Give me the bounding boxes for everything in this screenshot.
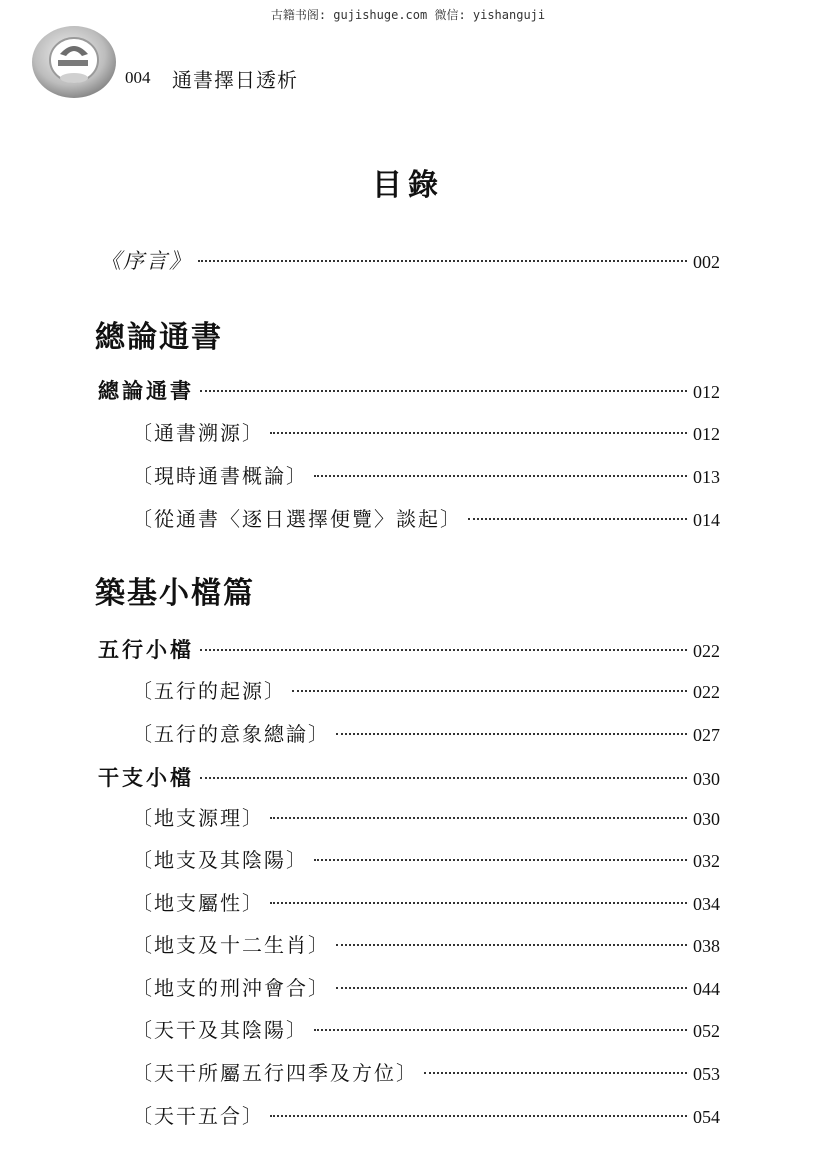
dot-leader	[336, 944, 687, 946]
toc-entry-page: 044	[693, 979, 720, 999]
toc-entry-label: 〔地支源理〕	[132, 806, 264, 830]
toc-entry[interactable]	[132, 1014, 720, 1044]
dot-leader	[200, 390, 687, 392]
toc-entry[interactable]	[132, 887, 720, 917]
toc-entry-page: 038	[693, 936, 720, 956]
toc-entry-label: 〔從通書〈逐日選擇便覽〉談起〕	[132, 507, 462, 531]
toc-entry-page: 013	[693, 467, 720, 487]
toc-entry-page: 030	[693, 809, 720, 829]
toc-entry-page: 012	[693, 382, 720, 402]
toc-entry[interactable]	[98, 762, 720, 792]
watermark-text: 古籍书阁: gujishuge.com 微信: yishanguji	[270, 8, 546, 22]
book-logo-icon	[30, 24, 118, 100]
toc-entry-page: 054	[693, 1107, 720, 1127]
toc-entry[interactable]	[132, 718, 720, 748]
toc-entry-label: 〔現時通書概論〕	[132, 464, 308, 488]
dot-leader	[336, 733, 687, 735]
toc-entry-label: 《序言》	[100, 249, 192, 273]
toc-entry-label: 〔地支的刑沖會合〕	[132, 976, 330, 1000]
toc-entry-page: 052	[693, 1021, 720, 1041]
toc-entry-page: 014	[693, 510, 720, 530]
toc-entry-label: 〔天干及其陰陽〕	[132, 1018, 308, 1042]
toc-entry-page: 032	[693, 851, 720, 871]
dot-leader	[314, 1029, 687, 1031]
toc-entry-label: 〔天干所屬五行四季及方位〕	[132, 1061, 418, 1085]
toc-entry-label: 五行小檔	[98, 638, 194, 662]
toc-entry-page: 012	[693, 424, 720, 444]
toc-entry[interactable]	[132, 675, 720, 705]
dot-leader	[270, 902, 687, 904]
dot-leader	[270, 817, 687, 819]
toc-entry-label: 〔通書溯源〕	[132, 421, 264, 445]
toc-entry-page: 027	[693, 725, 720, 745]
dot-leader	[468, 518, 687, 520]
toc-entry-label: 〔五行的意象總論〕	[132, 722, 330, 746]
book-title: 通書擇日透析	[172, 68, 298, 92]
toc-entry-page: 002	[693, 252, 720, 272]
toc-entry[interactable]	[132, 929, 720, 959]
toc-entry-label: 〔地支及其陰陽〕	[132, 848, 308, 872]
toc-entry-label: 〔地支屬性〕	[132, 891, 264, 915]
toc-entry[interactable]	[132, 972, 720, 1002]
dot-leader	[292, 690, 687, 692]
dot-leader	[198, 260, 687, 262]
dot-leader	[314, 859, 687, 861]
toc-entry[interactable]	[132, 460, 720, 490]
toc-entry[interactable]	[132, 1057, 720, 1087]
dot-leader	[270, 1115, 687, 1117]
section-heading: 總論通書	[95, 320, 223, 355]
toc-entry[interactable]	[98, 634, 720, 664]
toc-entry-label: 〔地支及十二生肖〕	[132, 933, 330, 957]
toc-entry[interactable]	[132, 1100, 720, 1130]
toc-entry-page: 022	[693, 641, 720, 661]
toc-entry-page: 053	[693, 1064, 720, 1084]
dot-leader	[270, 432, 687, 434]
toc-entry-page: 030	[693, 769, 720, 789]
toc-entry[interactable]	[98, 375, 720, 405]
toc-entry[interactable]	[132, 417, 720, 447]
toc-entry-label: 〔五行的起源〕	[132, 679, 286, 703]
dot-leader	[200, 649, 687, 651]
toc-entry-page: 022	[693, 682, 720, 702]
dot-leader	[336, 987, 687, 989]
section-heading: 築基小檔篇	[95, 576, 255, 611]
toc-entry-preface[interactable]	[100, 245, 720, 275]
toc-entry-label: 〔天干五合〕	[132, 1104, 264, 1128]
toc-entry-label: 干支小檔	[98, 766, 194, 790]
dot-leader	[314, 475, 687, 477]
dot-leader	[424, 1072, 687, 1074]
toc-entry-page: 034	[693, 894, 720, 914]
toc-entry[interactable]	[132, 503, 720, 533]
toc-entry[interactable]	[132, 844, 720, 874]
page-number: 004	[125, 68, 151, 87]
dot-leader	[200, 777, 687, 779]
toc-entry-label: 總論通書	[98, 379, 194, 403]
toc-entry[interactable]	[132, 802, 720, 832]
toc-title: 目錄	[372, 168, 444, 203]
